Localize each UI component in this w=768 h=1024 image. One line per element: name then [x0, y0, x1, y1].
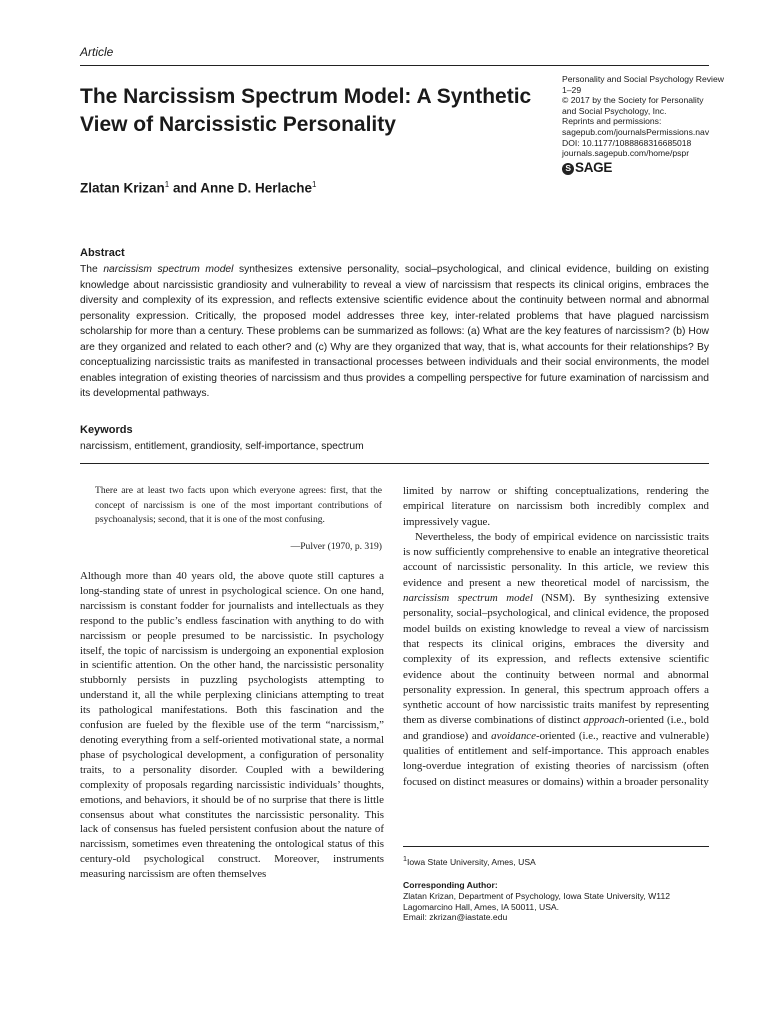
affiliation-marker: 1	[312, 180, 317, 189]
body-text: (NSM). By synthesizing extensive personality, social–psychological, and clinical evidence, the proposed model builds on existing knowledge to reveal a view of narcissism that respects its clinical origins, embraces the diversity and complexity of its expression, and reflects extensive scientific evidence about the continuity between normal and abnormal personality expression. In general, this spectrum approach offers a synthetic account of how narcissistic traits manifest by representing them as diverse combinations of distinct	[403, 592, 709, 727]
copyright-line-2: and Social Psychology, Inc.	[562, 105, 667, 116]
corresponding-author-heading: Corresponding Author:	[403, 880, 498, 891]
avoidance-term: avoidance	[491, 729, 536, 742]
journal-name: Personality and Social Psychology Review	[562, 74, 724, 84]
publisher-name: SAGE	[575, 160, 613, 176]
affiliation-marker: 1	[403, 855, 407, 863]
affiliation-text: Iowa State University, Ames, USA	[406, 856, 536, 867]
section-rule	[80, 463, 709, 464]
article-type-label: Article	[80, 45, 114, 59]
model-term: narcissism spectrum model	[403, 592, 533, 605]
approach-term: approach	[583, 714, 625, 727]
journal-info	[562, 74, 732, 175]
footnote-rule	[403, 846, 709, 847]
author-name: Anne D. Herlache	[200, 180, 313, 196]
keywords-list: narcissism, entitlement, grandiosity, self-importance, spectrum	[80, 441, 364, 452]
copyright-line-1: © 2017 by the Society for Personality	[562, 95, 704, 106]
epigraph-quote: There are at least two facts upon which everyone agrees: first, that the concept of narcissism is one of the most important contributions of psychoanalysis; second, that it is one of the most confusing.	[95, 485, 382, 525]
permissions-link[interactable]: sagepub.com/journalsPermissions.nav	[562, 126, 710, 137]
reprints-label: Reprints and permissions:	[562, 116, 662, 127]
article-title: The Narcissism Spectrum Model: A Synthetic View of Narcissistic Personality	[80, 85, 532, 136]
sage-logo-icon: S	[562, 163, 574, 175]
author-connector: and	[169, 180, 201, 196]
abstract-lead: The	[80, 264, 104, 275]
affiliation-marker: 1	[164, 180, 170, 189]
body-paragraph-left: Although more than 40 years old, the above quote still captures a long-standing state of unrest in psychological science. On one hand, narcissism is constant fodder for journalists and intellectuals as they respond to the public’s endless fascination with anything to do with narcissism or people presumed to be narcissistic. In psychology itself, the topic of narcissism is undergoing an exponential explosion in scientific attention. On the other hand, the narcissistic personality stubbornly persists in puzzling psychologists attempting to understand it, all the while perplexing clinicians attempting to treat its pathological manifestations. Both this fascination and the confusion are fueled by the flexible use of the term “narcissism,” denoting everything from a self-oriented motivational state, a normal phase of psychological development, a configuration of personality traits, to a personality disorder. Coupled with a bewildering complexity of proposals regarding narcissistic individuals’ thoughts, emotions, and behaviors, it should be of no surprise that there is little consensus about what constitutes the narcissistic personality. This lack of consensus has fueled persistent confusion about the nature of narcissism, sometimes even threatening the ontological status of this century-old psychological construct. Moreover, instruments measuring narcissism are often themselves	[80, 570, 384, 881]
body-paragraph	[403, 530, 709, 790]
abstract-text	[80, 262, 709, 402]
header-rule	[80, 65, 709, 66]
publisher-logo	[562, 160, 732, 176]
author-line	[80, 180, 316, 196]
body-text: -oriented (i.e., bold and grandiose) and	[403, 714, 710, 742]
corresponding-email[interactable]: Email: zkrizan@iastate.edu	[403, 912, 508, 923]
abstract-heading: Abstract	[80, 247, 125, 259]
body-paragraph: limited by narrow or shifting conceptualizations, rendering the empirical literature on narcissism both incredibly complex and impressively vague.	[403, 485, 709, 528]
abstract-term: narcissism spectrum model	[103, 264, 234, 275]
body-column-right	[403, 484, 709, 790]
corresponding-address-line: Lagomarcino Hall, Ames, IA 50011, USA.	[403, 901, 560, 912]
body-text: Nevertheless, the body of empirical evidence on narcissistic traits is now sufficiently comprehensive to enable an integrative theoretical account of narcissistic personality. In this article, we review this evidence and present a new theoretical model of narcissism, the	[403, 530, 709, 589]
keywords-heading: Keywords	[80, 424, 133, 436]
author-name: Zlatan Krizan	[80, 180, 165, 196]
journal-pages: 1–29	[562, 84, 582, 95]
doi-link[interactable]: DOI: 10.1177/1088868316685018	[562, 137, 692, 148]
corresponding-author-line: Zlatan Krizan, Department of Psychology, Iowa State University, W112	[403, 891, 670, 902]
affiliation-note	[403, 854, 709, 867]
footnotes	[403, 854, 709, 923]
body-text: -oriented (i.e., reactive and vulnerable) qualities of entitlement and self-importance. This approach enables long-overdue integration of existing theories of narcissism (often focused on distinct measures or domains) within a broader personality	[403, 729, 709, 788]
abstract-body: synthesizes extensive personality, social–psychological, and clinical evidence, building on existing knowledge about narcissistic grandiosity and vulnerability to reveal a view of narcissism that respects its clinical origins, embraces the diversity and complexity of its expression, and reflects extensive scientific evidence about the continuity between normal and abnormal personality expression. Critically, the proposed model addresses three key, inter-related problems that have plagued narcissism scholarship for more than a century. These problems can be summarized as follows: (a) What are the key features of narcissism? (b) How are they organized and related to each other? and (c) Why are they organized that way, that is, what accounts for their relationships? By conceptualizing narcissistic traits as manifested in transactional processes between individuals and their social environments, the model enables integration of existing theories of narcissism and thus provides a compelling perspective for future examination of narcissism and its developmental pathways.	[80, 264, 709, 399]
journal-homepage-link[interactable]: journals.sagepub.com/home/pspr	[562, 148, 690, 159]
epigraph-source: —Pulver (1970, p. 319)	[290, 541, 382, 552]
